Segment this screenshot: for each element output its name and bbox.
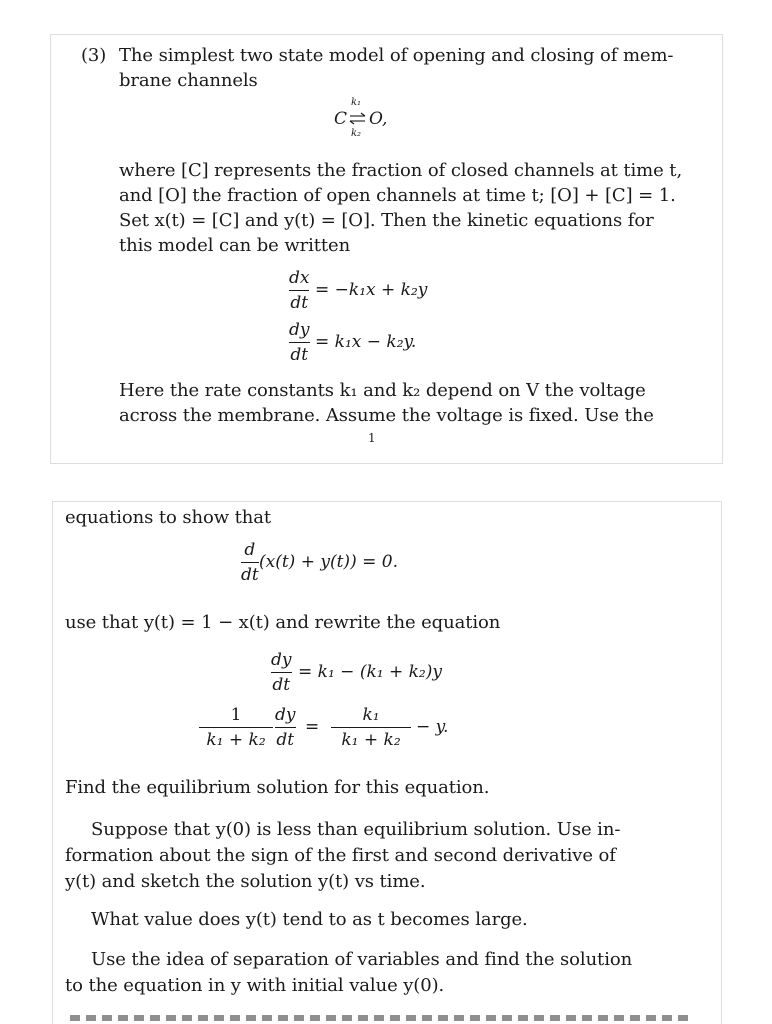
equation-rhs: = −k₁x + k₂y	[315, 280, 428, 300]
problem-text-line: brane channels	[119, 70, 258, 91]
paragraph-line: use that y(t) = 1 − x(t) and rewrite the equation	[65, 612, 501, 633]
fraction-denominator: dt	[290, 345, 309, 365]
derivative-dy-dt	[275, 705, 296, 750]
paragraph-line: equations to show that	[65, 507, 272, 528]
page-card-2	[52, 501, 722, 1024]
page-card-1	[50, 34, 723, 464]
paragraph-line: formation about the sign of the first and second derivative of	[65, 845, 616, 866]
paragraph-line: across the membrane. Assume the voltage is fixed. Use the	[119, 405, 654, 426]
equals-sign: =	[305, 717, 320, 737]
fraction-numerator: dy	[289, 320, 310, 340]
derivative-d-dt	[241, 540, 259, 585]
page-number: 1	[368, 431, 376, 445]
paragraph-line: y(t) and sketch the solution y(t) vs time.	[65, 871, 426, 892]
paragraph-line: and [O] the fraction of open channels at time t; [O] + [C] = 1.	[119, 185, 676, 206]
fraction-1-over-k-sum	[199, 705, 273, 750]
derivative-dx-dt	[289, 268, 309, 313]
paragraph-line: this model can be written	[119, 235, 351, 256]
problem-text-line: The simplest two state model of opening and closing of mem-	[119, 45, 674, 66]
reaction-right: O,	[369, 109, 388, 129]
equation-rhs: (x(t) + y(t)) = 0.	[259, 552, 398, 572]
paragraph-line: Set x(t) = [C] and y(t) = [O]. Then the kinetic equations for	[119, 210, 654, 231]
fraction-denominator: dt	[276, 730, 295, 750]
fraction-numerator: dy	[275, 705, 296, 725]
fraction-numerator: 1	[230, 705, 242, 725]
rate-k1-label: k₁	[351, 97, 362, 108]
paragraph-line: What value does y(t) tend to as t becomes large.	[91, 909, 528, 930]
derivative-dy-dt	[289, 320, 310, 365]
paragraph-line: where [C] represents the fraction of closed channels at time t,	[119, 160, 683, 181]
fraction-denominator: dt	[290, 293, 309, 313]
paragraph-line: Here the rate constants k₁ and k₂ depend on V the voltage	[119, 380, 646, 401]
cut-off-text-line	[70, 1015, 690, 1021]
equation-rhs: = k₁x − k₂y.	[315, 332, 417, 352]
equilibrium-arrows-icon	[349, 112, 367, 126]
derivative-dy-dt	[271, 650, 292, 695]
fraction-numerator: d	[244, 540, 256, 560]
paragraph-line: Suppose that y(0) is less than equilibrium solution. Use in-	[91, 819, 621, 840]
fraction-numerator: dy	[271, 650, 292, 670]
fraction-denominator: dt	[241, 565, 259, 585]
fraction-denominator: dt	[272, 675, 291, 695]
equation-rhs: = k₁ − (k₁ + k₂)y	[298, 662, 442, 682]
fraction-numerator: k₁	[362, 705, 380, 725]
paragraph-line: Find the equilibrium solution for this equation.	[65, 777, 490, 798]
problem-label: (3)	[81, 45, 107, 66]
reaction-left: C	[334, 109, 348, 129]
paragraph-line: to the equation in y with initial value y(0).	[65, 975, 445, 996]
equation-tail: − y.	[416, 717, 449, 737]
rate-k2-label: k₂	[351, 128, 362, 139]
fraction-numerator: dx	[289, 268, 310, 288]
fraction-k1-over-k-sum	[331, 705, 411, 750]
fraction-denominator: k₁ + k₂	[206, 730, 266, 750]
fraction-denominator: k₁ + k₂	[341, 730, 401, 750]
paragraph-line: Use the idea of separation of variables and find the solution	[91, 949, 633, 970]
